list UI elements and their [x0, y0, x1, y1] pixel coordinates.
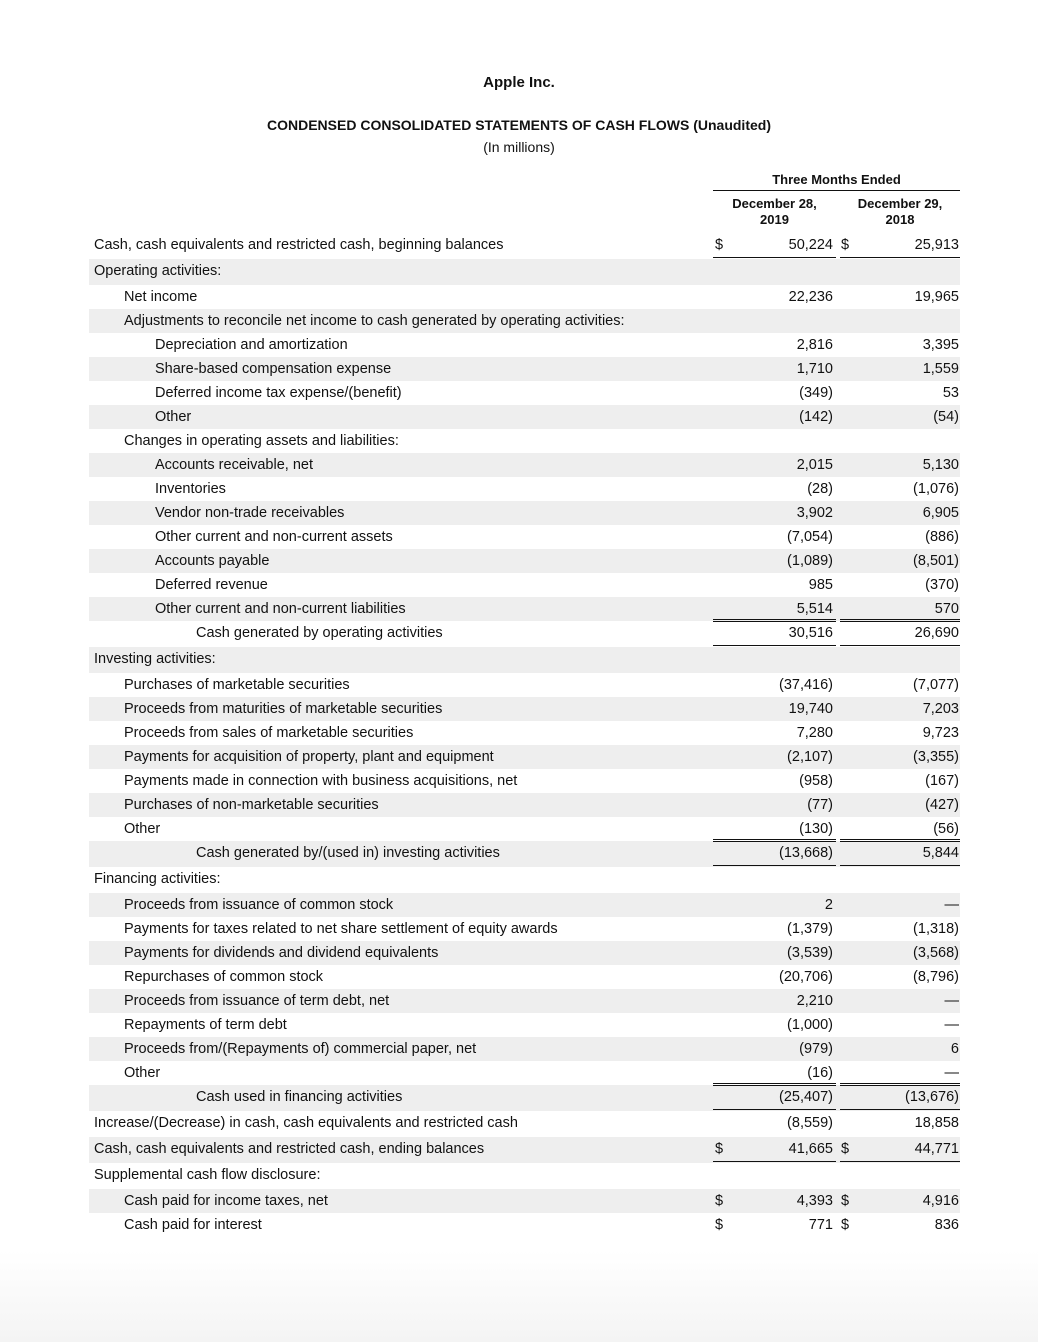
value-2018: 26,690 — [914, 625, 959, 641]
column-header-2019: December 28, 2019 — [732, 196, 817, 227]
value-2018: (56) — [933, 821, 959, 837]
row-label: Supplemental cash flow disclosure: — [94, 1167, 321, 1183]
row-label: Proceeds from/(Repayments of) commercial paper, net — [124, 1041, 477, 1057]
currency-symbol-2018: $ — [841, 1193, 850, 1209]
value-2019: 41,665 — [788, 1141, 833, 1157]
value-2019: (1,000) — [787, 1017, 833, 1033]
row-label: Cash, cash equivalents and restricted cash, ending balances — [94, 1141, 485, 1157]
row-label: Net income — [124, 289, 198, 305]
row-label: Deferred revenue — [155, 577, 268, 593]
table-row — [89, 867, 960, 893]
value-2018: (427) — [925, 797, 959, 813]
value-2018: 53 — [942, 385, 959, 401]
table-row — [89, 989, 960, 1013]
row-label: Repayments of term debt — [124, 1017, 287, 1033]
value-2019: 30,516 — [788, 625, 833, 641]
table-row — [89, 405, 960, 429]
row-label: Deferred income tax expense/(benefit) — [155, 385, 402, 401]
row-label: Repurchases of common stock — [124, 969, 324, 985]
value-2018: 9,723 — [922, 725, 959, 741]
table-row — [89, 429, 960, 453]
row-label: Cash generated by/(used in) investing activities — [196, 845, 500, 861]
value-2019: (3,539) — [787, 945, 833, 961]
table-row — [89, 381, 960, 405]
underline-rule — [840, 839, 960, 840]
table-row — [89, 501, 960, 525]
table-row — [89, 1111, 960, 1137]
statement-subtitle: (In millions) — [483, 139, 555, 155]
value-2018: 1,559 — [922, 361, 959, 377]
value-2019: 4,393 — [796, 1193, 833, 1209]
table-row — [89, 893, 960, 917]
total-rule — [713, 841, 836, 842]
row-label: Payments for acquisition of property, plant and equipment — [124, 749, 494, 765]
value-2018: (3,355) — [913, 749, 959, 765]
table-row — [89, 357, 960, 381]
value-2018: 18,858 — [914, 1115, 959, 1131]
row-label: Operating activities: — [94, 263, 222, 279]
underline-rule — [713, 619, 836, 620]
value-2018: 5,130 — [922, 457, 959, 473]
table-row — [89, 721, 960, 745]
period-header: Three Months Ended — [713, 172, 960, 191]
row-label: Cash used in financing activities — [196, 1089, 403, 1105]
company-name: Apple Inc. — [483, 74, 555, 91]
underline-rule — [840, 1109, 960, 1110]
value-2019: 5,514 — [796, 601, 833, 617]
underline-rule — [713, 257, 836, 258]
underline-rule — [840, 1161, 960, 1162]
table-row — [89, 259, 960, 285]
value-2018: (1,076) — [913, 481, 959, 497]
row-label: Depreciation and amortization — [155, 337, 348, 353]
row-label: Cash paid for interest — [124, 1217, 262, 1233]
value-2018: (13,676) — [904, 1089, 959, 1105]
table-row — [89, 233, 960, 259]
row-label: Vendor non-trade receivables — [155, 505, 345, 521]
table-row — [89, 573, 960, 597]
value-2018: (1,318) — [913, 921, 959, 937]
currency-symbol-2018: $ — [841, 237, 850, 253]
underline-rule — [713, 1083, 836, 1084]
table-row — [89, 1037, 960, 1061]
table-row — [89, 647, 960, 673]
value-2019: (13,668) — [778, 845, 833, 861]
row-label: Purchases of marketable securities — [124, 677, 350, 693]
value-2019: 50,224 — [788, 237, 833, 253]
table-row — [89, 1189, 960, 1213]
underline-rule — [840, 865, 960, 866]
table-row — [89, 621, 960, 647]
table-row — [89, 1085, 960, 1111]
value-2018: — — [944, 897, 959, 913]
value-2019: (142) — [799, 409, 833, 425]
value-2018: 5,844 — [922, 845, 959, 861]
row-label: Proceeds from sales of marketable securities — [124, 725, 414, 741]
underline-rule — [713, 1109, 836, 1110]
row-label: Proceeds from maturities of marketable securities — [124, 701, 443, 717]
row-label: Financing activities: — [94, 871, 221, 887]
value-2019: 985 — [808, 577, 833, 593]
row-label: Purchases of non-marketable securities — [124, 797, 379, 813]
table-row — [89, 333, 960, 357]
table-row — [89, 1061, 960, 1085]
value-2018: (3,568) — [913, 945, 959, 961]
row-label: Inventories — [155, 481, 226, 497]
table-row — [89, 673, 960, 697]
value-2019: (1,089) — [787, 553, 833, 569]
value-2018: — — [944, 993, 959, 1009]
table-row — [89, 285, 960, 309]
table-row — [89, 817, 960, 841]
table-row — [89, 769, 960, 793]
row-label: Proceeds from issuance of term debt, net — [124, 993, 390, 1009]
row-label: Payments made in connection with business acquisitions, net — [124, 773, 518, 789]
value-2018: (886) — [925, 529, 959, 545]
row-label: Other current and non-current assets — [155, 529, 393, 545]
table-row — [89, 1137, 960, 1163]
total-rule — [840, 1085, 960, 1086]
table-row — [89, 309, 960, 333]
row-label: Other — [155, 409, 192, 425]
row-label: Changes in operating assets and liabilities: — [124, 433, 399, 449]
value-2019: 2,210 — [796, 993, 833, 1009]
value-2018: (167) — [925, 773, 959, 789]
value-2019: (349) — [799, 385, 833, 401]
value-2019: (958) — [799, 773, 833, 789]
row-label: Accounts payable — [155, 553, 270, 569]
value-2018: 44,771 — [914, 1141, 959, 1157]
underline-rule — [713, 839, 836, 840]
value-2018: 6,905 — [922, 505, 959, 521]
value-2019: (130) — [799, 821, 833, 837]
table-row — [89, 453, 960, 477]
cash-flow-table — [89, 233, 960, 1237]
row-label: Cash paid for income taxes, net — [124, 1193, 328, 1209]
row-label: Accounts receivable, net — [155, 457, 313, 473]
table-row — [89, 793, 960, 817]
value-2018: (370) — [925, 577, 959, 593]
value-2018: 4,916 — [922, 1193, 959, 1209]
statement-title: CONDENSED CONSOLIDATED STATEMENTS OF CASH FLOWS (Unaudited) — [267, 117, 771, 133]
value-2018: 7,203 — [922, 701, 959, 717]
value-2019: 771 — [808, 1217, 833, 1233]
value-2018: — — [944, 1017, 959, 1033]
underline-rule — [713, 865, 836, 866]
value-2019: 2,816 — [796, 337, 833, 353]
value-2019: 7,280 — [796, 725, 833, 741]
row-label: Investing activities: — [94, 651, 216, 667]
value-2019: (979) — [799, 1041, 833, 1057]
value-2019: 1,710 — [796, 361, 833, 377]
row-label: Other current and non-current liabilities — [155, 601, 406, 617]
value-2018: 570 — [934, 601, 959, 617]
underline-rule — [840, 645, 960, 646]
row-label: Cash, cash equivalents and restricted cash, beginning balances — [94, 237, 504, 253]
value-2019: (25,407) — [778, 1089, 833, 1105]
value-2018: (7,077) — [913, 677, 959, 693]
value-2018: 6 — [950, 1041, 959, 1057]
row-label: Payments for dividends and dividend equivalents — [124, 945, 439, 961]
table-row — [89, 1013, 960, 1037]
value-2019: (20,706) — [778, 969, 833, 985]
underline-rule — [840, 619, 960, 620]
value-2018: (8,796) — [913, 969, 959, 985]
row-label: Other — [124, 1065, 161, 1081]
underline-rule — [713, 645, 836, 646]
value-2019: (37,416) — [778, 677, 833, 693]
table-row — [89, 477, 960, 501]
value-2019: (16) — [807, 1065, 833, 1081]
currency-symbol-2019: $ — [715, 1193, 724, 1209]
row-label: Adjustments to reconcile net income to cash generated by operating activities: — [124, 313, 625, 329]
table-row — [89, 841, 960, 867]
value-2019: 2,015 — [796, 457, 833, 473]
value-2018: 3,395 — [922, 337, 959, 353]
table-row — [89, 597, 960, 621]
table-row — [89, 941, 960, 965]
value-2018: (54) — [933, 409, 959, 425]
value-2019: (8,559) — [787, 1115, 833, 1131]
value-2019: 22,236 — [788, 289, 833, 305]
value-2018: 25,913 — [914, 237, 959, 253]
currency-symbol-2018: $ — [841, 1141, 850, 1157]
value-2018: 836 — [934, 1217, 959, 1233]
currency-symbol-2018: $ — [841, 1217, 850, 1233]
row-label: Increase/(Decrease) in cash, cash equivalents and restricted cash — [94, 1115, 518, 1131]
total-rule — [713, 621, 836, 622]
row-label: Other — [124, 821, 161, 837]
value-2019: 2 — [824, 897, 833, 913]
value-2018: (8,501) — [913, 553, 959, 569]
table-row — [89, 1163, 960, 1189]
row-label: Payments for taxes related to net share settlement of equity awards — [124, 921, 558, 937]
table-row — [89, 965, 960, 989]
table-row — [89, 1213, 960, 1237]
underline-rule — [713, 1161, 836, 1162]
value-2019: (28) — [807, 481, 833, 497]
value-2019: 3,902 — [796, 505, 833, 521]
table-row — [89, 697, 960, 721]
currency-symbol-2019: $ — [715, 1217, 724, 1233]
value-2018: — — [944, 1065, 959, 1081]
underline-rule — [840, 1083, 960, 1084]
currency-symbol-2019: $ — [715, 1141, 724, 1157]
table-row — [89, 745, 960, 769]
row-label: Share-based compensation expense — [155, 361, 392, 377]
value-2019: (7,054) — [787, 529, 833, 545]
table-row — [89, 525, 960, 549]
total-rule — [713, 1085, 836, 1086]
value-2018: 19,965 — [914, 289, 959, 305]
row-label: Proceeds from issuance of common stock — [124, 897, 394, 913]
table-row — [89, 917, 960, 941]
value-2019: (2,107) — [787, 749, 833, 765]
row-label: Cash generated by operating activities — [196, 625, 443, 641]
underline-rule — [840, 257, 960, 258]
table-row — [89, 549, 960, 573]
total-rule — [840, 841, 960, 842]
column-header-2018: December 29, 2018 — [857, 196, 943, 227]
currency-symbol-2019: $ — [715, 237, 724, 253]
value-2019: (77) — [807, 797, 833, 813]
value-2019: 19,740 — [788, 701, 833, 717]
total-rule — [840, 621, 960, 622]
value-2019: (1,379) — [787, 921, 833, 937]
